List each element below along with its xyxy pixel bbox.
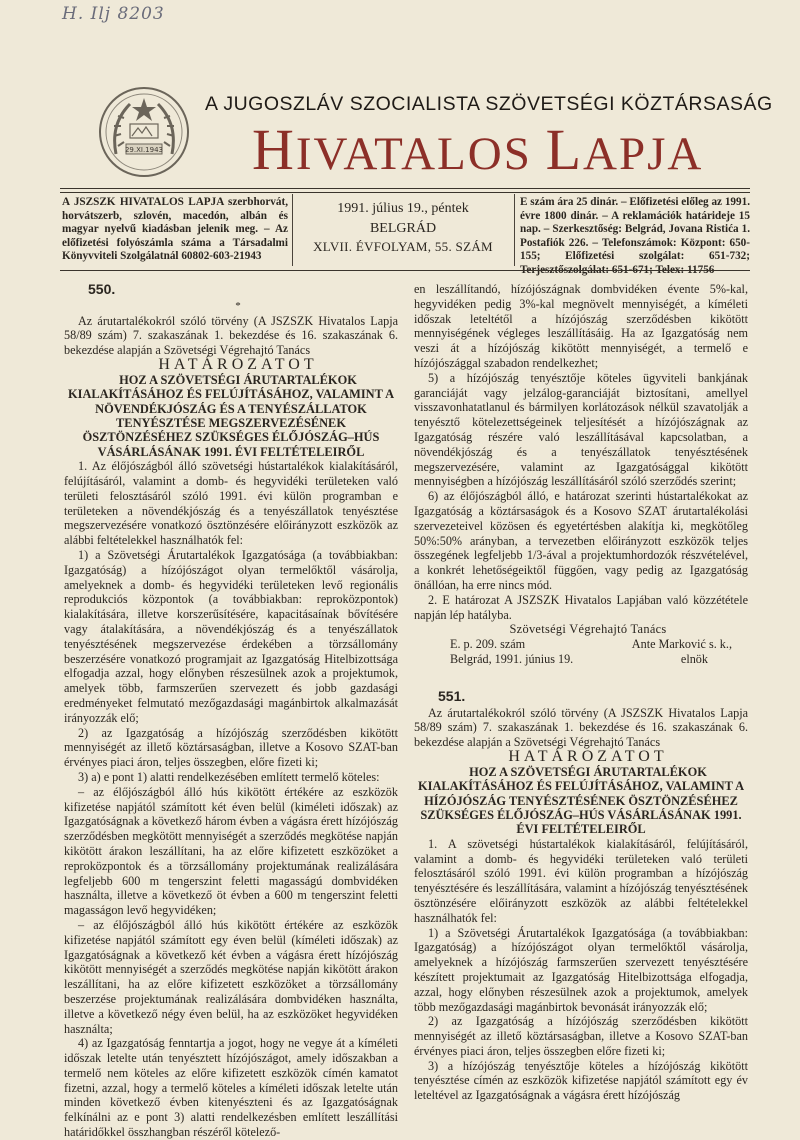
header-divider-left — [292, 194, 293, 266]
seal-date: 29.XI.1943 — [124, 146, 164, 154]
decision-550-paragraph: 1) a Szövetségi Árutartalékok Igazgatósága (a továbbiakban: Igazgatóság) a hízójószágot olyan termelőktől vásárolja, amelyeknek a domb- és hegyvidéki területeken levő regionális reprodukciós központok (a továbbiakban: reproközpontok) kialakítására, illetve korszerűsítésére, kapacitásaínak bővítésére vagy átalakítására, a növendékjószág és a tenyészállatok tenyésztésének megszervezése érdekében a törzsállomány beszerzésére vonatkozó programjait az Igazgatóság Hitelbizottsága elfogadja azzal, hogy előnyben részesülnek azok a projektumok, amelyek több, farmszerűen szervezett és jobb gazdasági eredményeket felmutató mezőgazdasági magánbirtok alkalmazását irányozzák elő; — [64, 548, 398, 725]
decision-551-paragraph: 2) az Igazgatóság a hízójószág szerződésben kikötött mennyiségét az illető köztársaságban, illetve a Kosovo SZAT-ban érvényes piaci áron, teljes összegben előre fizeti ki; — [414, 1014, 748, 1058]
decision-550-paragraph: – az élőjószágból álló hús kikötött értékére az eszközök kifizetése napjától számított két éven belül (kiméleti időszak) az Igazgatóságnak a következő három évben a vágásra érett hízójószág szerződésben megkötött mennyiségét a szerződés megkötése napján kikötött árakon leszállítani, ha az előre kifizetett eszközöket a reproközpontok és a törzsállomány projektumának realizálására legfeljebb 600 m tengerszint feletti magasságú dombvidéken használta, illetve a következő öt évben a 600 m tengerszint feletti magasságon levő hegyvidéken; — [64, 784, 398, 918]
decision-number-551: 551. — [438, 687, 466, 704]
decision-551-heading: HATÁROZATOT — [508, 747, 668, 765]
decision-550-title: HOZ A SZÖVETSÉGI ÁRUTARTALÉKOK KIALAKÍTÁSÁHOZ ÉS FELÚJÍTÁSÁHOZ, VALAMINT A NÖVENDÉKJÓSZÁG ÉS A TENYÉSZÁLLATOK TENYÉSZTÉSE MEGSZERVEZÉSÉNEK ÖSZTÖNZÉSÉHEZ SZÜKSÉGES ÉLŐJÓSZÁG–HÚS VÁSÁRLÁSÁNAK 1991. ÉVI FELTÉTELEIRŐL — [67, 372, 395, 459]
title-part-apja: APJA — [583, 128, 704, 180]
signature-row-2 — [450, 652, 708, 667]
decision-550-paragraph: 6) az élőjószágból álló, e határozat szerinti hústartalékokat az Igazgatóság a köztársaságok és a Kosovo SZAT árutartalékolási szervezeteivel közösen és egyetértésben alakítja ki, megkötőleg 50%:50% arányban, a tervezetben előirányzott eszközök teljes összegének legfeljebb 1/3-ával a projektumhordozók részvételével, a konkrét lehetőségeiktől függően, vagy pedig az Igazgatóság önállóan, ha erre nincs mód. — [414, 489, 748, 592]
signature-role: elnök — [680, 651, 708, 666]
issue-volume: XLVII. ÉVFOLYAM, 55. SZÁM — [313, 239, 493, 255]
issue-place: BELGRÁD — [369, 220, 437, 236]
state-seal-icon — [96, 84, 192, 180]
handwritten-note: H. Ilj 8203 — [62, 4, 165, 24]
section-star: * — [235, 299, 241, 312]
decision-551-intro: Az árutartalékokról szóló törvény (A JSZSZK Hivatalos Lapja 58/89 szám) 7. szakaszának 1. bekezdése és 16. szakaszának 6. bekezdése alapján a Szövetségi Végrehajtó Tanács — [414, 705, 748, 750]
issue-date: 1991. július 19., péntek — [337, 201, 469, 216]
title-initial-h: H — [252, 117, 296, 182]
signature-name: Ante Marković s. k., — [631, 637, 732, 652]
decision-551-title: HOZ A SZÖVETSÉGI ÁRUTARTALÉKOK KIALAKÍTÁSÁHOZ ÉS FELÚJÍTÁSÁHOZ, VALAMINT A HÍZÓJÓSZÁG TENYÉSZTÉSÉNEK ÖSZTÖNZÉSÉHEZ SZÜKSÉGES ÉLŐJÓSZÁG–HÚS VÁSÁRLÁSÁNAK 1991. ÉVI FELTÉTELEIRŐL — [417, 764, 745, 837]
masthead-subtitle: A JUGOSZLÁV SZOCIALISTA SZÖVETSÉGI KÖZTÁRSASÁG — [205, 93, 773, 115]
title-part-ivatalos: IVATALOS — [295, 128, 546, 180]
masthead-title — [252, 117, 772, 184]
decision-550-paragraph: 5) a hízójószág tenyésztője köteles ügyviteli bankjának garanciáját vagy jelzálog-garanciáját biztosítani, amellyel visszavonhatatlanul és bármilyen korlátozások nélkül szavatolják a tenyésztő kötelezettségeinek teljesítését a hízójószágnak az Igazgatóság részére való leszállításával kapcsolatban, a növendékjószág és a tenyészállatok tenyésztésének megszervezésére, valamint az Igazgatósággal kikötött mennyiségben a hízójószág leszállításáról szóló szerződés szerint; — [414, 370, 748, 489]
decision-550-paragraph: 2. E határozat A JSZSZK Hivatalos Lapjában való közzététele napján lép hatályba. — [414, 592, 748, 622]
header-issue-info — [298, 196, 508, 266]
decision-550-continuation: en leszállítandó, hízójószágnak dombvidéken évente 5%-kal, hegyvidéken pedig 3%-kal megnövelt mennyiségét, a kíméleti időszak leteltétől a hízójószág szerződésben kikötött mennyiségének végleges leszállításáig. Ha az Igazgatóság nem veszi át a hízójószág kikötött mennyiségét, a termelő e hízójószággal szabadon rendelkezhet; — [414, 282, 748, 370]
header-publication-info: A JSZSZK HIVATALOS LAPJA szerbhorvát, horvátszerb, szlovén, macedón, albán és magyar nyelvű kiadásban jelenik meg. – Az előfizetési folyószámla száma a Társadalmi Könyvviteli Szolgálatnál 60802-603-21943 — [62, 196, 288, 263]
left-column — [64, 282, 398, 1140]
decision-550-heading: HATÁROZATOT — [158, 355, 318, 373]
signature-place-date: Belgrád, 1991. június 19. — [450, 651, 574, 666]
header-bottom-rule — [60, 270, 750, 271]
decision-550-paragraph: 2) az Igazgatóság a hízójószág szerződésben kikötött mennyiségét az illető köztársaságban, illetve a Kosovo SZAT-ban érvényes piaci áron, teljes összegben, előre fizeti ki; — [64, 725, 398, 770]
decision-number-550: 550. — [88, 281, 116, 297]
signature-council: Szövetségi Végrehajtó Tanács — [509, 622, 667, 637]
decision-550-paragraph: 3) a) e pont 1) alatti rendelkezésében említett termelő köteles: — [78, 769, 380, 784]
decision-550-paragraph: – az élőjószágból álló hús kikötött értékére az eszközök kifizetése napjától számított egy éven belül (kíméleti időszak) az Igazgatóságnak a következő két évben a vágásra érett hízójószág kikötött mennyiségét a szerződés megkötése napján kikötött árakon leszállítani, ha az előre kifizetett eszközöket a törzsállomány beszerzése projektumának realizálására dombvidéken használta, illetve a következő négy éven belül, ha az eszközöket hegyvidéken használta; — [64, 917, 398, 1036]
header-top-rule — [60, 188, 750, 189]
decision-550-paragraph: 4) az Igazgatóság fenntartja a jogot, hogy ne vegye át a kíméleti időszak letelte után tenyésztett hízójószágot, amely időszakban a termelő nem köteles az előre kifizetett eszközök címén kamatot fizetni, azzal, hogy a termelő köteles a kíméleti időszak letelte után minden következő évben kitenyészteni és az Igazgatóságnak felkínálni az e pont 3) alatti rendelkezésben említett leszállítási határidőkkel összhangban részéről kötelező- — [64, 1036, 398, 1140]
decision-551-paragraph: 1. A szövetségi hústartalékok kialakításáról, felújításáról, valamint a domb- és hegyvidéki területeken való területi felosztásáról szóló 1991. évi külön programban a hízójószág tenyésztésére és leszállítására, valamint a hízójószág tenyésztésének ösztönzésére előirányzott eszközök az alábbi feltételekkel használhatók fel: — [414, 836, 748, 925]
header-top-rule-thin — [60, 192, 750, 193]
signature-reference: E. p. 209. szám — [450, 637, 526, 652]
signature-row-1 — [450, 637, 732, 652]
decision-551-paragraph: 1) a Szövetségi Árutartalékok Igazgatósága (a továbbiakban: Igazgatóság) a hízójószágot olyan termelőktől vásárolja, amelyeknek a hízójószág farmszerűen szervezett tenyésztésére készített projektumait az Igazgatóság Hitelbizottsága elfogadja, azzal, hogy előnyben részesülnek azok a projektumok, amelyek több mezőgazdasági magánbirtok bevonását irányozzák elő; — [414, 925, 748, 1014]
title-initial-l: L — [545, 117, 584, 182]
decision-551-paragraph: 3) a hízójószág tenyésztője köteles a hízójószág kikötött tenyésztése címén az eszközök kifizetése napjától számított egy év leteltével az Igazgatóságnak a vágásra érett hízójószág — [414, 1058, 748, 1103]
decision-550-paragraph: 1. Az élőjószágból álló szövetségi hústartalékok kialakításáról, felújításáról, valamint a domb- és hegyvidéki területeken való területi felosztásáról szóló 1991. évi külön programban e területeken a növendékjószág és a tenyészállatok tenyésztése megszervezésére vonatkozó ösztönzésére előirányzott eszközök az alábbi feltételekkel használhatók fel: — [64, 459, 398, 548]
header-divider-right — [514, 194, 515, 266]
right-column — [414, 282, 748, 1103]
header-price-info: E szám ára 25 dinár. – Előfizetési előleg az 1991. évre 1800 dinár. – A reklamációk határideje 15 nap. – Szerkesztőség: Belgrád, Jovana Ristića 1. Postafiók 226. – Telefonszámok: Központ: 650-155; Előfizetési szolgálat: 651-732; Terjesztőszolgálat: 651-671; Telex: 11756 — [520, 196, 750, 276]
decision-550-intro: Az árutartalékokról szóló törvény (A JSZSZK Hivatalos Lapja 58/89 szám) 7. szakaszának 1. bekezdése és 16. szakaszának 6. bekezdése alapján a Szövetségi Végrehajtó Tanács — [64, 313, 398, 358]
